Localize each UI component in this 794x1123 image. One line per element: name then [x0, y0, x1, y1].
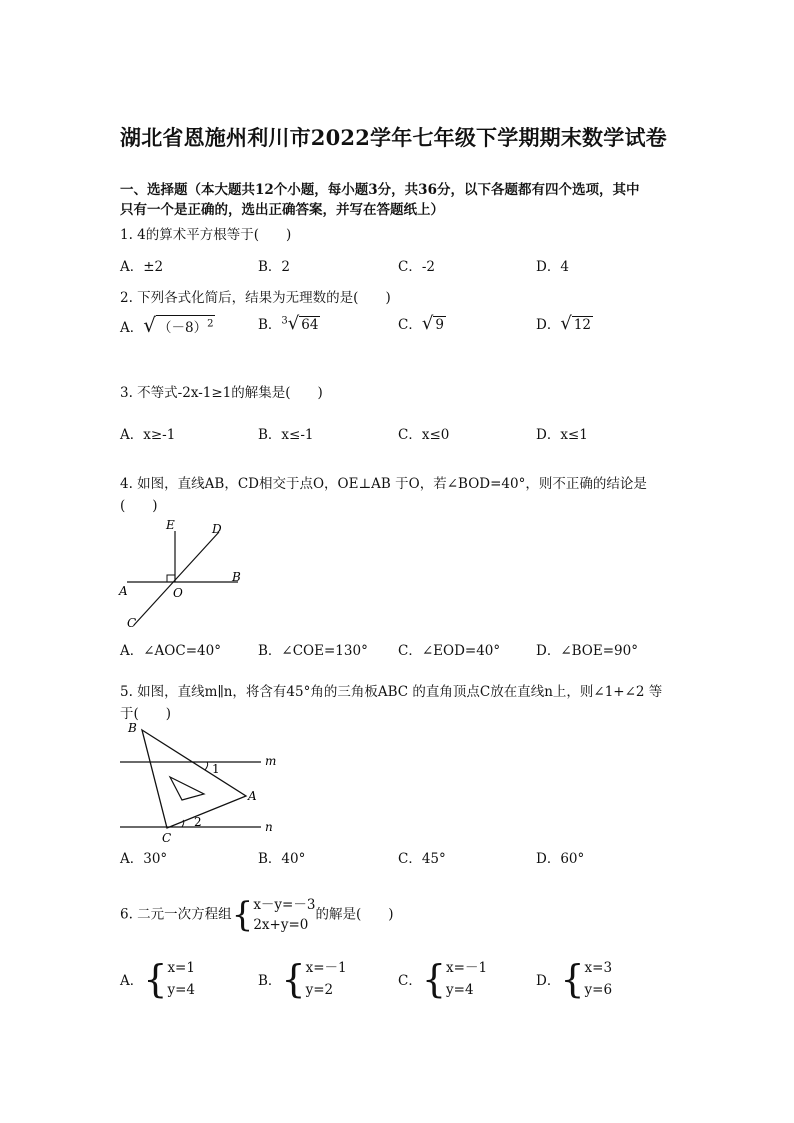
triangle-inner	[170, 777, 204, 800]
radical-sign: √	[421, 313, 434, 334]
radical-sign: √	[143, 313, 156, 337]
q3-option-c: C．x≤0	[398, 427, 450, 443]
triangle-abc	[142, 730, 246, 828]
label-o: O	[173, 586, 183, 600]
q6-option-d: D．{x=3 y=6	[536, 957, 613, 1001]
q1-option-c: C．-2	[398, 259, 435, 275]
q4-figure	[115, 515, 255, 635]
question-3-stem: 3. 不等式-2x-1≥1的解集是( )	[120, 385, 323, 401]
question-2-stem: 2. 下列各式化简后，结果为无理数的是( )	[120, 290, 391, 306]
q1-option-d: D．4	[536, 259, 569, 275]
question-4-stem: 4. 如图，直线AB，CD相交于点O，OE⊥AB 于O，若∠BOD=40°，则不正确的结论是	[120, 476, 647, 492]
q2-option-a-label: A．	[120, 320, 144, 336]
q6-option-b: B．{x=－1 y=2	[258, 957, 347, 1001]
q2-option-c	[398, 313, 446, 334]
q6-stem-pre: 6. 二元一次方程组	[120, 906, 232, 923]
q2-option-d	[536, 313, 593, 334]
label-c: C	[162, 831, 172, 845]
label-c: C	[127, 616, 137, 630]
left-brace: {	[421, 957, 447, 1001]
q2-option-b	[258, 313, 320, 334]
q6-option-a: A．{x=1 y=4	[120, 957, 195, 1001]
q5-option-a: A．30°	[120, 851, 168, 867]
question-5-stem: 5. 如图，直线m∥n，将含有45°角的三角板ABC 的直角顶点C放在直线n上，则∠1+∠2 等	[120, 684, 663, 700]
q4-option-a: A．∠AOC=40°	[120, 643, 221, 659]
label-b: B	[128, 721, 137, 735]
q4-option-d: D．∠BOE=90°	[536, 643, 638, 659]
label-e: E	[166, 518, 175, 532]
question-4-stem-cont: ( )	[120, 498, 158, 514]
q1-option-a: A．±2	[120, 259, 164, 275]
q3-option-d: D．x≤1	[536, 427, 588, 443]
angle-1-arc	[205, 762, 208, 770]
q6-option-c: C．{x=－1 y=4	[398, 957, 488, 1001]
q6-equation-system: x－y=－3 2x+y=0	[253, 897, 316, 933]
left-brace: {	[281, 957, 306, 1001]
section-heading-line1: 一、选择题（本大题共12个小题，每小题3分，共36分，以下各题都有四个选项，其中	[120, 182, 640, 198]
question-5-stem-cont: 于( )	[120, 706, 172, 722]
label-angle-1: 1	[212, 762, 220, 776]
q2-option-d-radicand: 12	[573, 317, 591, 333]
q4-option-c: C．∠EOD=40°	[398, 643, 501, 659]
q2-option-b-radicand: 64	[301, 317, 319, 333]
left-brace: {	[143, 957, 168, 1001]
q5-option-c: C．45°	[398, 851, 446, 867]
radical-sign: √	[287, 313, 300, 334]
left-brace: {	[560, 957, 585, 1001]
label-b: B	[232, 570, 241, 584]
page-title: 湖北省恩施州利川市2022学年七年级下学期期末数学试卷	[120, 125, 667, 150]
q2-option-b-label: B．	[258, 317, 282, 333]
label-angle-2: 2	[194, 815, 202, 829]
label-a: A	[248, 789, 257, 803]
question-1-stem: 1. 4的算术平方根等于( )	[120, 227, 292, 243]
q2-option-c-label: C．	[398, 317, 422, 333]
q5-figure	[115, 718, 285, 846]
q5-option-b: B．40°	[258, 851, 306, 867]
label-a: A	[119, 584, 128, 598]
radical-sign: √	[560, 313, 572, 334]
label-n: n	[265, 820, 273, 834]
line-cd	[134, 532, 219, 625]
question-6-stem	[120, 895, 394, 935]
q1-option-b: B．2	[258, 259, 291, 275]
q6-stem-post: 的解是( )	[315, 906, 394, 923]
q2-option-a-radicand: $(-8)^2$	[156, 315, 215, 336]
q2-option-d-label: D．	[536, 317, 561, 333]
q5-option-d: D．60°	[536, 851, 585, 867]
q2-option-b-index: 3	[281, 315, 288, 327]
label-d: D	[212, 522, 222, 536]
section-heading-line2: 只有一个是正确的，选出正确答案，并写在答题纸上）	[120, 202, 444, 218]
q3-option-b: B．x≤-1	[258, 427, 314, 443]
q4-option-b: B．∠COE=130°	[258, 643, 368, 659]
q2-option-c-radicand: 9	[435, 317, 444, 333]
q2-option-a	[120, 313, 215, 337]
q3-option-a: A．x≥-1	[120, 427, 176, 443]
left-brace: {	[231, 895, 254, 935]
label-m: m	[265, 754, 277, 768]
